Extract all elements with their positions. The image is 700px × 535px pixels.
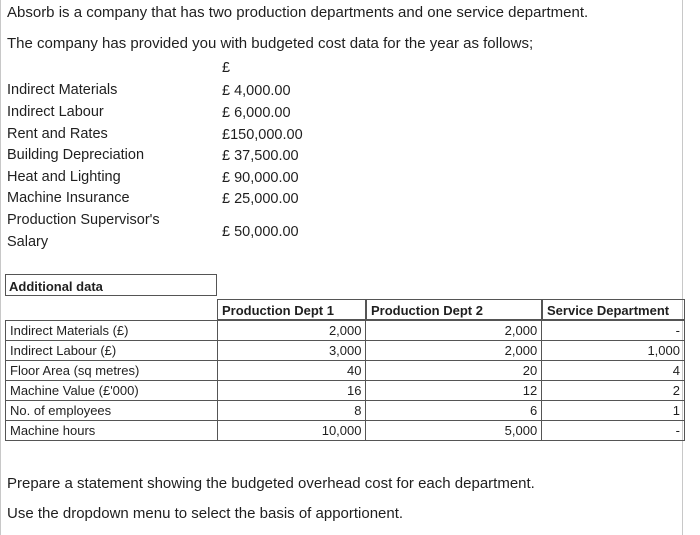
- cost-label: Indirect Labour: [7, 104, 104, 120]
- table-row: [6, 321, 685, 341]
- cell-value: 5,000: [366, 421, 542, 441]
- row-label: Machine hours: [6, 421, 218, 441]
- cost-value: £ 6,000.00: [222, 105, 291, 121]
- cell-value: 40: [217, 361, 366, 381]
- intro-line-2: The company has provided you with budgeted cost data for the year as follows;: [7, 35, 534, 52]
- cell-value: 2,000: [366, 341, 542, 361]
- cost-value: £150,000.00: [222, 127, 303, 143]
- row-label: Floor Area (sq metres): [6, 361, 218, 381]
- row-label: No. of employees: [6, 401, 218, 421]
- table-row: [6, 401, 685, 421]
- cost-label: Building Depreciation: [7, 147, 145, 163]
- intro-line-1: Absorb is a company that has two production departments and one service department.: [7, 4, 589, 21]
- row-label: Indirect Materials (£): [6, 321, 218, 341]
- cell-value: 1: [542, 401, 685, 421]
- cell-value: 2,000: [217, 321, 366, 341]
- currency-header: £: [222, 60, 231, 76]
- cost-label: Production Supervisor's Salary: [7, 212, 160, 250]
- instruction-line-1: Prepare a statement showing the budgeted overhead cost for each department.: [7, 475, 535, 492]
- cell-value: 8: [217, 401, 366, 421]
- table-row: [6, 421, 685, 441]
- cost-label: Rent and Rates: [7, 126, 108, 142]
- cost-label: Heat and Lighting: [7, 169, 121, 185]
- cell-value: -: [542, 321, 685, 341]
- cell-value: 4: [542, 361, 685, 381]
- column-header: Production Dept 2: [366, 299, 542, 320]
- cell-value: 1,000: [542, 341, 685, 361]
- table-row: [6, 361, 685, 381]
- additional-data-title: Additional data: [5, 274, 217, 296]
- cost-value: £ 4,000.00: [222, 83, 291, 99]
- table-row: [6, 381, 685, 401]
- cost-value: £ 37,500.00: [222, 148, 299, 164]
- cell-value: 3,000: [217, 341, 366, 361]
- row-label: Indirect Labour (£): [6, 341, 218, 361]
- cell-value: 6: [366, 401, 542, 421]
- cell-value: -: [542, 421, 685, 441]
- cost-label: Machine Insurance: [7, 190, 130, 206]
- cell-value: 2,000: [366, 321, 542, 341]
- cost-value: £ 90,000.00: [222, 170, 299, 186]
- cell-value: 10,000: [217, 421, 366, 441]
- cell-value: 12: [366, 381, 542, 401]
- cell-value: 2: [542, 381, 685, 401]
- row-label: Machine Value (£'000): [6, 381, 218, 401]
- column-header: Service Department: [542, 299, 685, 320]
- instruction-line-2: Use the dropdown menu to select the basis of apportionent.: [7, 505, 404, 522]
- cost-label: Indirect Materials: [7, 82, 118, 98]
- cell-value: 16: [217, 381, 366, 401]
- additional-data-table: [5, 320, 685, 441]
- cost-value: £ 50,000.00: [222, 224, 299, 240]
- table-row: [6, 341, 685, 361]
- cost-value: £ 25,000.00: [222, 191, 299, 207]
- column-header: Production Dept 1: [217, 299, 366, 320]
- cell-value: 20: [366, 361, 542, 381]
